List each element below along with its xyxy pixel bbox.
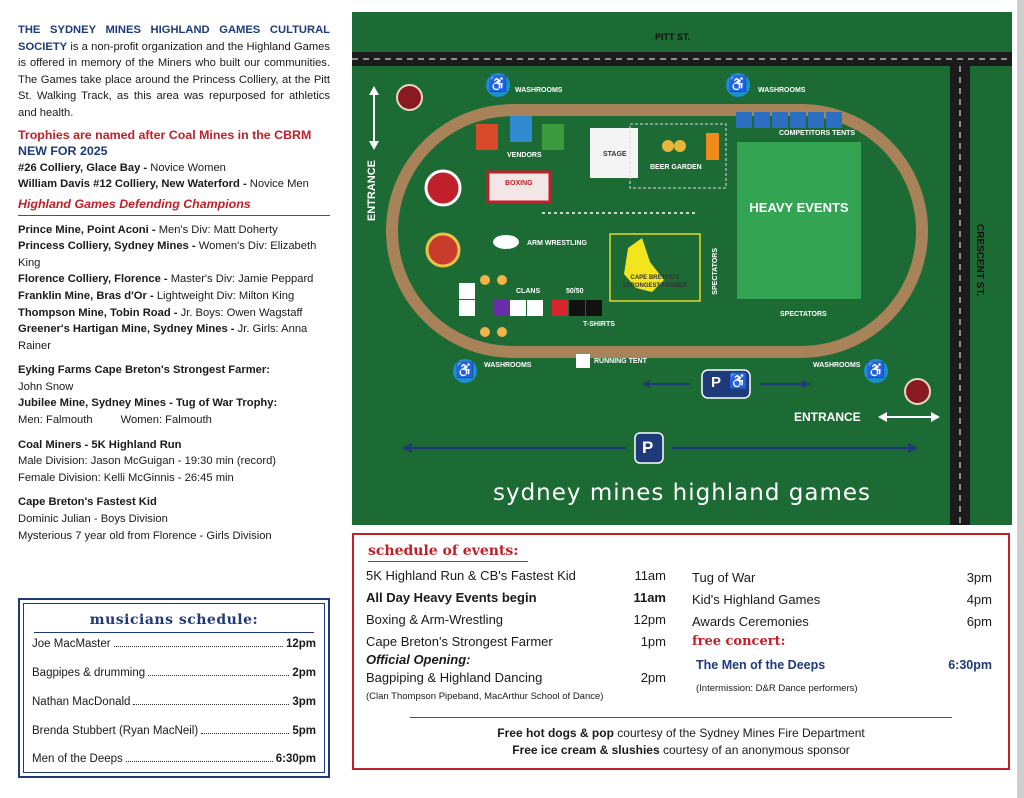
trophies-heading: Trophies are named after Coal Mines in the CBRM xyxy=(18,127,312,142)
musician-row: Nathan MacDonald 3pm xyxy=(32,696,316,708)
farmer-winner: John Snow xyxy=(18,380,74,393)
bagpiping-note: (Clan Thompson Pipeband, MacArthur School of Dance) xyxy=(366,691,604,702)
musician-row: Joe MacMaster 12pm xyxy=(32,638,316,650)
legion-emblem xyxy=(427,234,459,266)
tshirts-label: T-SHIRTS xyxy=(583,321,615,328)
washrooms-label: WASHROOMS xyxy=(758,87,806,94)
champion-item: Greener's Hartigan Mine, Sydney Mines - Jr. Girls: Anna Rainer xyxy=(18,323,308,352)
footer-line-1: Free hot dogs & pop courtesy of the Sydney Mines Fire Department xyxy=(497,726,865,740)
map-graphics xyxy=(352,12,1012,525)
beer-icon xyxy=(662,140,674,152)
tent-icon xyxy=(826,112,842,128)
free-concert-title: free concert: xyxy=(692,634,786,649)
arm-wrestling-icon xyxy=(493,235,519,249)
schedule-time: 11am xyxy=(634,568,666,583)
competitors-tents-label: COMPETITORS TENTS xyxy=(779,130,856,137)
concert-time: 6:30pm xyxy=(948,658,992,672)
new-item: William Davis #12 Colliery, New Waterford - Novice Men xyxy=(18,178,309,191)
heavy-events-label: HEAVY EVENTS xyxy=(749,200,849,215)
fire-hall-icon xyxy=(904,378,931,405)
tent-icon xyxy=(736,112,752,128)
schedule-event: Bagpiping & Highland Dancing xyxy=(366,670,543,685)
entrance-right-label: ENTRANCE xyxy=(794,410,861,424)
schedule-event: Cape Breton's Strongest Farmer xyxy=(366,634,553,649)
vendor-stall-icon xyxy=(510,116,532,142)
intermission-note: (Intermission: D&R Dance performers) xyxy=(696,683,858,694)
schedule-time: 2pm xyxy=(640,670,666,685)
clans-label: CLANS xyxy=(516,288,541,295)
schedule-time: 11am xyxy=(633,590,666,605)
left-column xyxy=(18,22,330,544)
footer-line-2: Free ice cream & slushies courtesy of an anonymous sponsor xyxy=(512,743,850,757)
parking-letter: P xyxy=(642,438,654,457)
boxing-ring xyxy=(488,172,550,202)
official-opening: Official Opening: xyxy=(366,652,471,667)
schedule-event: Kid's Highland Games xyxy=(692,592,821,607)
accessible-icon: ♿ xyxy=(726,73,750,97)
accessible-icon: ♿ xyxy=(486,73,510,97)
washrooms-label: WASHROOMS xyxy=(515,87,563,94)
spectators-label: SPECTATORS xyxy=(780,311,827,318)
parking-letter: P xyxy=(711,374,722,391)
running-tent-label: RUNNING TENT xyxy=(594,358,647,365)
washrooms-label: WASHROOMS xyxy=(813,362,861,369)
fifty-fifty-label: 50/50 xyxy=(566,288,584,295)
champions-rule xyxy=(18,215,330,216)
intro-paragraph xyxy=(18,22,330,122)
org-name: THE SYDNEY MINES HIGHLAND GAMES CULTURAL SOCIETY xyxy=(18,24,330,53)
vendor-stall-icon xyxy=(476,124,498,150)
schedule-time: 6pm xyxy=(966,614,992,629)
page-edge xyxy=(1017,0,1024,798)
intro-text: is a non-profit organization and the Highland Games is offered in memory of the Miners who built our communities. The Games take place around the Princess Colliery, at the Pitt St. Walking Track, as this area was repurposed for athletics and health. xyxy=(18,40,330,119)
schedule-box xyxy=(352,533,1010,770)
concert-event: The Men of the Deeps xyxy=(696,658,826,672)
schedule-event: Boxing & Arm-Wrestling xyxy=(366,612,504,627)
schedule-event: Tug of War xyxy=(692,570,756,585)
tent-icon xyxy=(808,112,824,128)
map-title: sydney mines highland games xyxy=(492,480,871,506)
entrance-left-label: ENTRANCE xyxy=(366,160,378,222)
arm-wrestling-label: ARM WRESTLING xyxy=(527,240,587,247)
fire-hall-icon xyxy=(396,84,423,111)
coal-female: Female Division: Kelli McGinnis - 26:45 min xyxy=(18,471,234,484)
champions-heading: Highland Games Defending Champions xyxy=(18,196,251,211)
champion-item: Florence Colliery, Florence - Master's Div: Jamie Peppard xyxy=(18,273,314,286)
fastest-boys: Dominic Julian - Boys Division xyxy=(18,513,168,526)
washrooms-label: WASHROOMS xyxy=(484,362,532,369)
schedule-event: All Day Heavy Events begin xyxy=(366,590,537,605)
musicians-box xyxy=(18,598,330,778)
tent-icon xyxy=(772,112,788,128)
champion-item: Prince Mine, Point Aconi - Men's Div: Matt Doherty xyxy=(18,223,278,236)
heavy-events-field xyxy=(737,142,861,299)
fastest-title: Cape Breton's Fastest Kid xyxy=(18,496,157,509)
schedule-event: 5K Highland Run & CB's Fastest Kid xyxy=(366,568,576,583)
crescent-street-label: CRESCENT ST. xyxy=(974,224,985,297)
musician-row: Bagpipes & drumming 2pm xyxy=(32,667,316,679)
schedule-time: 1pm xyxy=(640,634,666,649)
farmer-title: Eyking Farms Cape Breton's Strongest Farmer: xyxy=(18,364,270,377)
musician-row: Brenda Stubbert (Ryan MacNeil) 5pm xyxy=(32,725,316,737)
schedule-time: 3pm xyxy=(966,570,992,585)
stage-label: STAGE xyxy=(603,151,627,158)
champion-item: Franklin Mine, Bras d'Or - Lightweight Div: Milton King xyxy=(18,289,295,302)
schedule-time: 12pm xyxy=(633,612,666,627)
accessible-icon: ♿ xyxy=(864,359,888,383)
new-item: #26 Colliery, Glace Bay - Novice Women xyxy=(18,161,226,174)
beer-icon xyxy=(674,140,686,152)
site-map xyxy=(352,12,1012,525)
jubilee-results: Men: Falmouth Women: Falmouth xyxy=(18,414,212,427)
vendor-stall-icon xyxy=(542,124,564,150)
beer-garden-label: BEER GARDEN xyxy=(650,164,702,171)
accessible-icon: ♿ xyxy=(729,373,748,390)
schedule-divider xyxy=(410,717,952,718)
coal-male: Male Division: Jason McGuigan - 19:30 min (record) xyxy=(18,455,277,468)
fastest-girls: Mysterious 7 year old from Florence - Girls Division xyxy=(18,529,272,542)
jubilee-title: Jubilee Mine, Sydney Mines - Tug of War Trophy: xyxy=(18,397,278,410)
pitt-street-label: PITT ST. xyxy=(655,32,691,42)
tent-icon xyxy=(754,112,770,128)
bar-icon xyxy=(706,133,719,160)
fire-department-emblem xyxy=(426,171,460,205)
musician-row: Men of the Deeps 6:30pm xyxy=(32,753,316,765)
farmer-label: CAPE BRETON'S STRONGEST FARMER xyxy=(622,275,688,289)
new-heading: NEW FOR 2025 xyxy=(18,144,108,159)
schedule-title: schedule of events: xyxy=(368,543,519,559)
coal-title: Coal Miners - 5K Highland Run xyxy=(18,438,182,451)
champion-item: Thompson Mine, Tobin Road - Jr. Boys: Owen Wagstaff xyxy=(18,306,303,319)
tent-icon xyxy=(790,112,806,128)
boxing-label: BOXING xyxy=(505,180,533,187)
accessible-icon: ♿ xyxy=(453,359,477,383)
schedule-time: 4pm xyxy=(966,592,992,607)
spectators-label: SPECTATORS xyxy=(712,248,719,295)
schedule-event: Awards Ceremonies xyxy=(692,614,809,629)
running-tent-box xyxy=(576,354,590,368)
musicians-title: musicians schedule: xyxy=(89,612,259,628)
vendors-label: VENDORS xyxy=(507,152,542,159)
champion-item: Princess Colliery, Sydney Mines - Women's Div: Elizabeth King xyxy=(18,240,317,269)
